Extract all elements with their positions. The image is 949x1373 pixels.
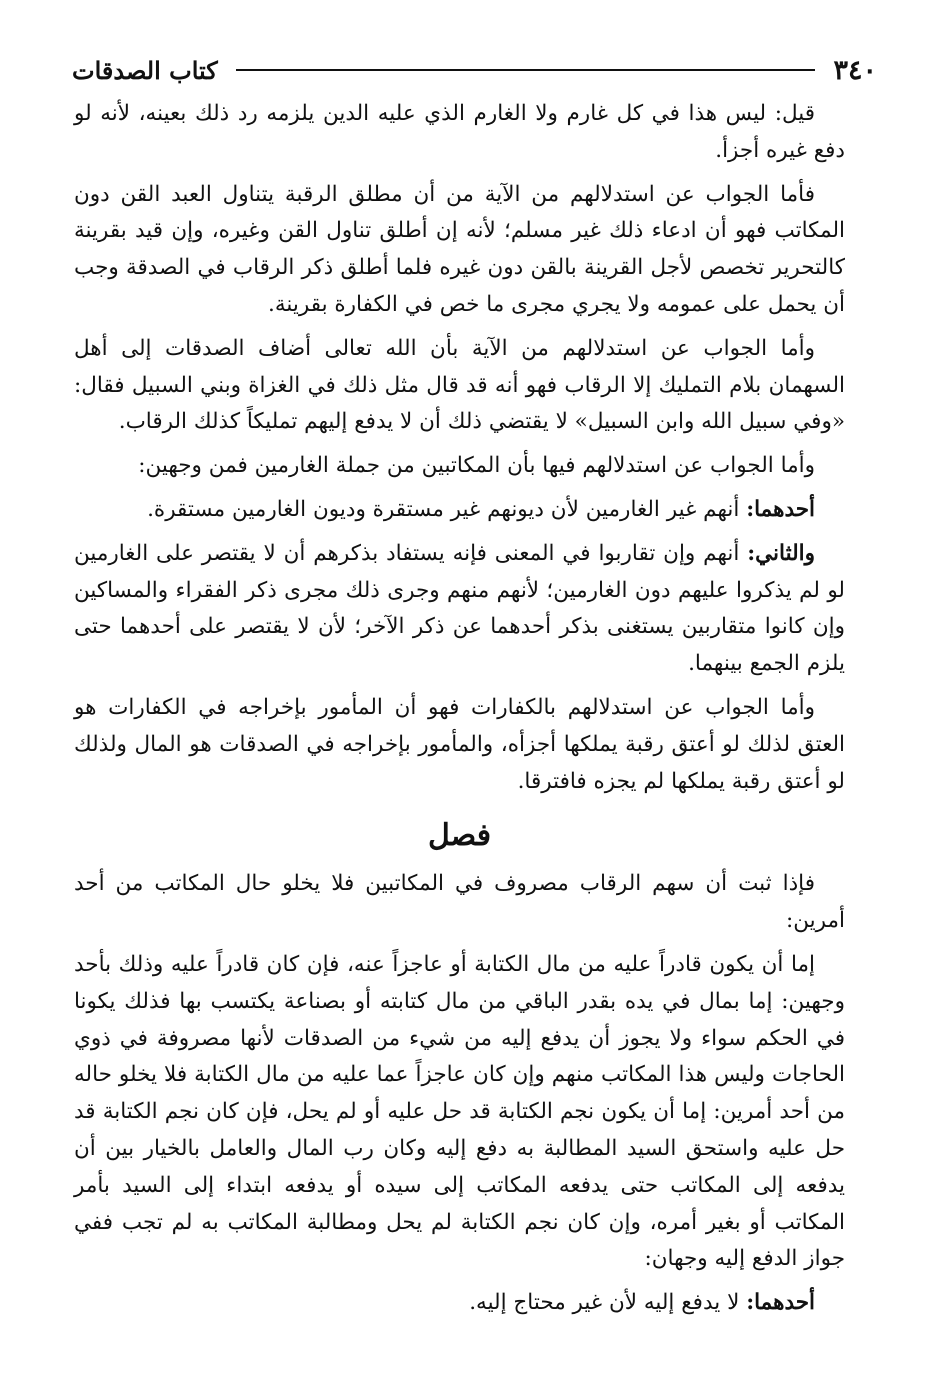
paragraph xyxy=(74,331,845,441)
paragraph-lead: أحدهما: xyxy=(746,496,815,522)
paragraph xyxy=(74,96,845,170)
paragraph xyxy=(74,866,845,940)
paragraph-lead: أحدهما: xyxy=(746,1290,815,1316)
page-body xyxy=(74,96,845,1329)
paragraph xyxy=(74,177,845,324)
paragraph-text: إما أن يكون قادراً عليه من مال الكتابة أو عاجزاً عنه، فإن كان قادراً عليه وذلك بأحد وجهين: إما بمال في يده بقدر الباقي من مال كتابته أو بصناعة يكتسب بها فذلك يكونا في الحكم سواء ولا يجوز أن يدفع إليه من شيء من الصدقات لأنها مصروفة في ذوي الحاجات وليس هذا المكاتب منهم وإن كان عاجزاً عما عليه من مال الكتابة فلا يخلو حاله من أحد أمرين: إما أن يكون نجم الكتابة قد حل عليه أو لم يحل، فإن كان نجم الكتابة قد حل عليه واستحق السيد المطالبة به دفع إليه وكان رب المال والعامل بالخيار بين أن يدفعه إلى المكاتب حتى يدفعه المكاتب إلى سيده أو يدفعه ابتداء إلى السيد بأمر المكاتب أو بغير أمره، وإن كان نجم الكتابة لم يحل ومطالبة المكاتب به لم تجب ففي جواز الدفع إليه وجهان: xyxy=(74,951,845,1272)
paragraph-text: أنهم غير الغارمين لأن ديونهم غير مستقرة وديون الغارمين مستقرة. xyxy=(147,496,740,522)
paragraph xyxy=(74,947,845,1278)
paragraph-text: وأما الجواب عن استدلالهم من الآية بأن الله تعالى أضاف الصدقات إلى أهل السهمان بلام التمليك إلا الرقاب فهو أنه قد قال مثل ذلك في الغزاة وبني السبيل فقال: «وفي سبيل الله وابن السبيل» لا يقتضي ذلك أن لا يدفع إليهم تمليكاً كذلك الرقاب. xyxy=(74,335,845,435)
paragraph xyxy=(74,492,845,529)
paragraph-text: وأما الجواب عن استدلالهم فيها بأن المكاتبين من جملة الغارمين فمن وجهين: xyxy=(138,453,815,479)
paragraph xyxy=(74,448,845,485)
paragraph-text: فأما الجواب عن استدلالهم من الآية من أن مطلق الرقبة يتناول العبد القن دون المكاتب فهو أن ادعاء ذلك غير مسلم؛ لأنه إن أطلق تناول القن وغيره، وإن قيد بقرينة كالتحرير تخصص لأجل القرينة بالقن دون غيره فلما أطلق ذكر الرقاب في الصدقة وجب أن يحمل على عمومه ولا يجري مجرى ما خص في الكفارة بقرينة. xyxy=(74,181,845,317)
paragraph xyxy=(74,690,845,800)
paragraph-text: فإذا ثبت أن سهم الرقاب مصروف في المكاتبين فلا يخلو حال المكاتب من أحد أمرين: xyxy=(74,871,845,934)
paragraph-text: أنهم وإن تقاربوا في المعنى فإنه يستفاد بذكرهم أن لا يقتصر على الغارمين لو لم يذكروا عليهم دون الغارمين؛ لأنهم منهم وجرى ذلك مجرى ذكر الفقراء والمساكين وإن كانوا متقاربين يستغنى بذكر أحدهما عن ذكر الآخر؛ لأن لا يقتصر على أحدهما حتى يلزم الجمع بينهما. xyxy=(74,540,845,677)
paragraph xyxy=(74,1285,845,1322)
paragraph-text: قيل: ليس هذا في كل غارم ولا الغارم الذي عليه الدين يلزمه رد ذلك بعينه، لأنه لو دفع غيره أجزأ. xyxy=(74,101,845,163)
page-header xyxy=(72,50,877,90)
paragraph xyxy=(74,536,845,683)
section-heading: فصل xyxy=(427,818,492,854)
paragraph-lead: والثاني: xyxy=(747,540,815,566)
paragraph-text: وأما الجواب عن استدلالهم بالكفارات فهو أن المأمور بإخراجه في الكفارات هو العتق لذلك لو أعتق رقبة يملكها أجزأه، والمأمور بإخراجه في الصدقات هو المال ولذلك لو أعتق رقبة يملكها لم يجزه فافترقا. xyxy=(74,694,845,794)
paragraph-text: لا يدفع إليه لأن غير محتاج إليه. xyxy=(469,1290,740,1316)
page-number: ٣٤٠ xyxy=(833,54,877,86)
header-rule xyxy=(236,69,816,71)
book-title: كتاب الصدقات xyxy=(72,55,218,85)
